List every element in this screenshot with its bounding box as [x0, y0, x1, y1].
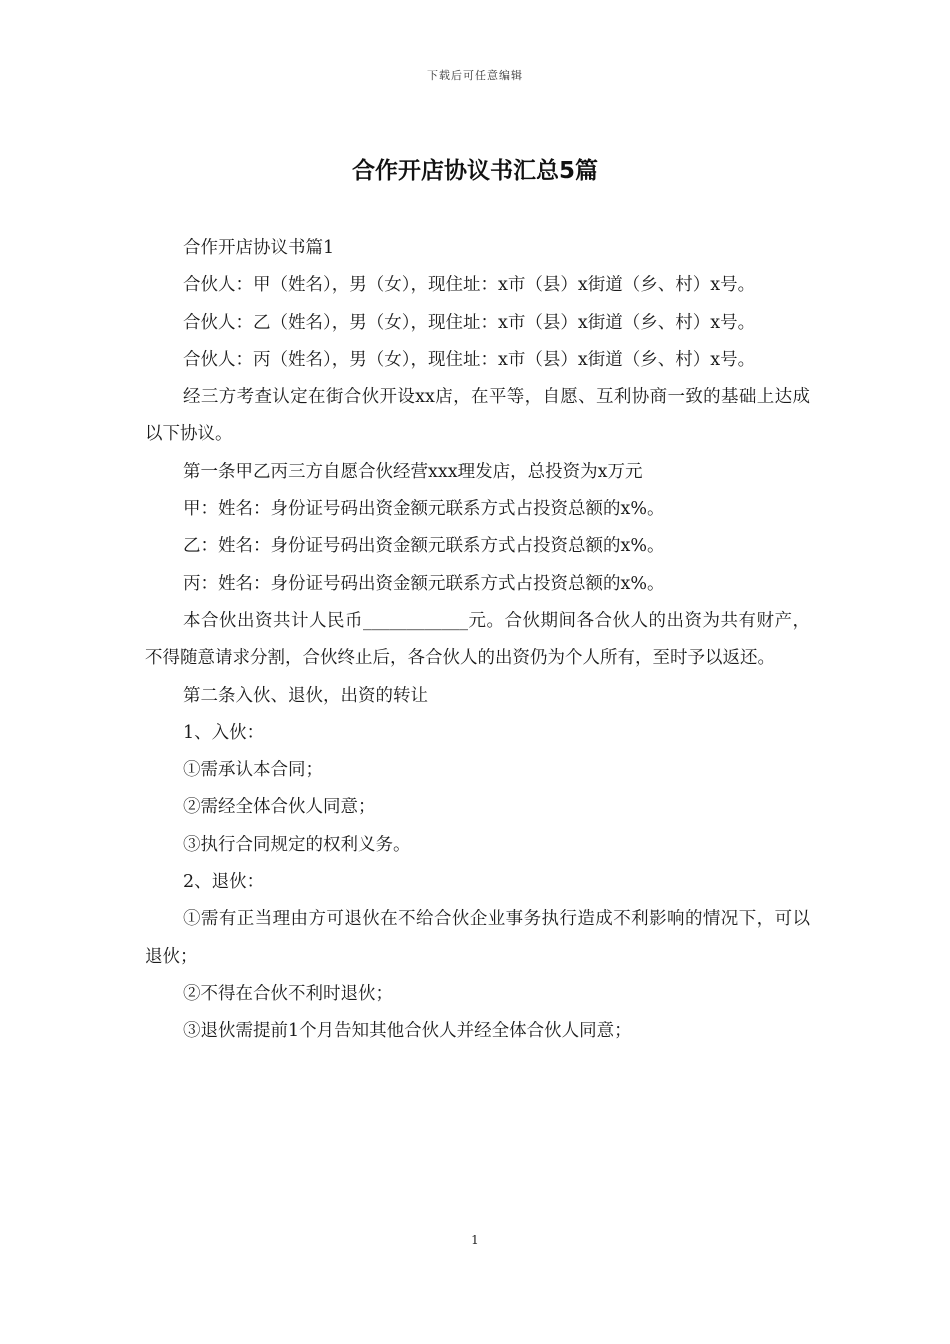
partner-b-paragraph: 合伙人：乙（姓名），男（女），现住址：x市（县）x街道（乡、村）x号。: [183, 312, 756, 333]
partner-c-share-paragraph: 丙：姓名：身份证号码出资金额元联系方式占投资总额的x%。: [183, 573, 665, 594]
agreement-intro-paragraph: 经三方考查认定在街合伙开设xx店，在平等，自愿、互利协商一致的基础上达成以下协议。: [145, 387, 810, 445]
join-item-1: ①需承认本合同；: [183, 760, 323, 781]
article-1-paragraph: 第一条甲乙丙三方自愿合伙经营xxx理发店，总投资为x万元: [183, 461, 643, 482]
withdraw-item-2: ②不得在合伙不利时退伙；: [183, 983, 393, 1004]
total-capital-paragraph: 本合伙出资共计人民币____________元。合伙期间各合伙人的出资为共有财产，不得随意请求分割，合伙终止后，各合伙人的出资仍为个人所有，至时予以返还。: [145, 610, 810, 669]
article-2-paragraph: 第二条入伙、退伙，出资的转让: [183, 685, 428, 706]
section-heading: 合作开店协议书篇1: [183, 238, 335, 258]
join-item-2: ②需经全体合伙人同意；: [183, 797, 376, 818]
withdraw-heading: 2、退伙：: [183, 872, 265, 893]
withdraw-item-1: ①需有正当理由方可退伙在不给合伙企业事务执行造成不利影响的情况下，可以退伙；: [145, 909, 810, 967]
partner-a-share-paragraph: 甲：姓名：身份证号码出资金额元联系方式占投资总额的x%。: [183, 499, 665, 520]
page-number: 1: [471, 1233, 479, 1247]
withdraw-item-3: ③退伙需提前1个月告知其他合伙人并经全体合伙人同意；: [183, 1021, 632, 1042]
partner-c-paragraph: 合伙人：丙（姓名），男（女），现住址：x市（县）x街道（乡、村）x号。: [183, 349, 756, 370]
join-item-3: ③执行合同规定的权利义务。: [183, 834, 411, 855]
join-heading: 1、入伙：: [183, 722, 265, 743]
partner-b-share-paragraph: 乙：姓名：身份证号码出资金额元联系方式占投资总额的x%。: [183, 536, 665, 557]
document-body: [145, 230, 810, 1051]
header-note: 下载后可任意编辑: [427, 69, 523, 82]
partner-a-paragraph: 合伙人：甲（姓名），男（女），现住址：x市（县）x街道（乡、村）x号。: [183, 275, 756, 296]
document-title: 合作开店协议书汇总5篇: [351, 158, 598, 184]
